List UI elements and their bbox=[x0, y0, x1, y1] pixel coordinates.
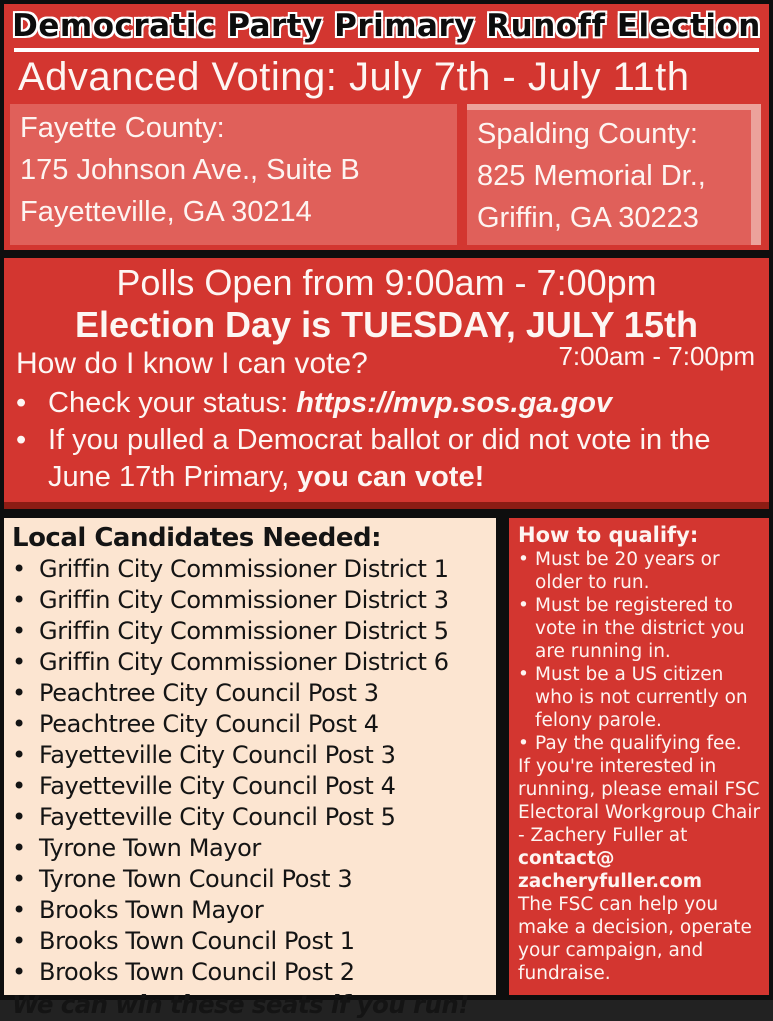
list-item bbox=[16, 385, 759, 422]
list-item bbox=[518, 732, 761, 755]
list-item-label: Peachtree City Council Post 3 bbox=[39, 679, 379, 708]
candidates-column bbox=[4, 518, 496, 1020]
bullet-icon: • bbox=[518, 595, 529, 617]
list-item-label: Brooks Town Council Post 2 bbox=[39, 958, 355, 987]
list-item bbox=[12, 740, 492, 771]
list-item bbox=[16, 422, 759, 496]
list-item bbox=[518, 548, 761, 594]
bullet-icon: • bbox=[16, 424, 27, 457]
list-item-label: Brooks Town Mayor bbox=[39, 896, 264, 925]
list-item-label: Must be 20 years or older to run. bbox=[535, 549, 720, 594]
text-segment: you can vote! bbox=[297, 461, 485, 494]
text-segment: zacheryfuller.com bbox=[518, 871, 703, 893]
polls-open-line: Polls Open from 9:00am - 7:00pm bbox=[116, 262, 657, 304]
flyer-header bbox=[4, 4, 769, 44]
qualify-contact-paragraph bbox=[518, 755, 761, 893]
list-item-label bbox=[48, 422, 759, 496]
text-segment: Check your status: bbox=[48, 387, 297, 420]
text-segment: contact@ bbox=[518, 848, 615, 870]
bullet-icon: • bbox=[12, 741, 26, 770]
bullet-icon: • bbox=[12, 772, 26, 801]
bullet-icon: • bbox=[518, 549, 529, 571]
list-item-label: Griffin City Commissioner District 3 bbox=[39, 586, 449, 615]
bullet-icon: • bbox=[12, 896, 26, 925]
list-item-label: Fayetteville City Council Post 5 bbox=[39, 803, 396, 832]
voting-locations bbox=[4, 102, 769, 247]
list-item bbox=[12, 957, 492, 988]
text-segment: If you pulled a Democrat ballot or did not vote in the June 17th Primary, bbox=[48, 424, 711, 494]
list-item bbox=[12, 678, 492, 709]
list-item-label: Must be a US citizen who is not currently on felony parole. bbox=[535, 664, 748, 732]
election-day-line: Election Day is TUESDAY, JULY 15th bbox=[75, 304, 698, 346]
list-item bbox=[12, 709, 492, 740]
list-item bbox=[12, 647, 492, 678]
candidates-heading: Local Candidates Needed: bbox=[12, 523, 382, 554]
bullet-icon: • bbox=[12, 617, 26, 646]
fayette-county-box bbox=[10, 104, 457, 245]
bottom-columns bbox=[4, 518, 769, 1020]
list-item bbox=[12, 895, 492, 926]
column-divider bbox=[496, 518, 509, 995]
text-segment: If you're interested in running, please email FSC Electoral Workgroup Chair - Zachery Fuller at bbox=[518, 756, 761, 847]
list-item bbox=[12, 864, 492, 895]
fayette-address-line2: Fayetteville, GA 30214 bbox=[20, 195, 312, 228]
list-item-label: Peachtree City Council Post 4 bbox=[39, 710, 379, 739]
fayette-address-line1: 175 Johnson Ave., Suite B bbox=[20, 153, 360, 186]
list-item bbox=[12, 585, 492, 616]
flyer-title: Democratic Party Primary Runoff Election bbox=[12, 8, 761, 44]
spalding-county-name: Spalding County: bbox=[477, 117, 698, 150]
list-item-label: Griffin City Commissioner District 6 bbox=[39, 648, 449, 677]
list-item-label bbox=[48, 385, 759, 422]
qualify-help-text: The FSC can help you make a decision, operate your campaign, and fundraise. bbox=[518, 894, 752, 985]
spalding-address-line2: Griffin, GA 30223 bbox=[477, 201, 699, 234]
section-divider-bottom bbox=[4, 509, 769, 518]
candidates-footer: We can win these seats if you run! bbox=[12, 990, 469, 1020]
list-item-label: Pay the qualifying fee. bbox=[535, 733, 742, 755]
bullet-icon: • bbox=[12, 648, 26, 677]
bullet-icon: • bbox=[12, 710, 26, 739]
text-segment: https://mvp.sos.ga.gov bbox=[296, 387, 613, 420]
list-item-label: Griffin City Commissioner District 1 bbox=[39, 555, 449, 584]
list-item-label: Tyrone Town Mayor bbox=[39, 834, 261, 863]
bullet-icon: • bbox=[12, 586, 26, 615]
candidates-list bbox=[12, 554, 492, 988]
list-item-label: Fayetteville City Council Post 4 bbox=[39, 772, 396, 801]
list-item bbox=[12, 554, 492, 585]
list-item-label: Griffin City Commissioner District 5 bbox=[39, 617, 449, 646]
spalding-address-line1: 825 Memorial Dr., bbox=[477, 159, 706, 192]
maroon-accent-strip bbox=[4, 502, 769, 509]
qualify-bullet-list bbox=[518, 548, 761, 755]
list-item-label: Must be registered to vote in the district you are running in. bbox=[535, 595, 745, 663]
election-day-hours: 7:00am - 7:00pm bbox=[558, 341, 755, 372]
bullet-icon: • bbox=[12, 927, 26, 956]
bullet-icon: • bbox=[518, 664, 529, 686]
vote-question: How do I know I can vote? bbox=[16, 347, 368, 381]
vote-question-row bbox=[4, 341, 769, 383]
fayette-county-name: Fayette County: bbox=[20, 111, 225, 144]
list-item bbox=[518, 663, 761, 732]
election-info-section bbox=[4, 258, 769, 496]
spalding-county-box bbox=[467, 104, 761, 245]
qualify-column bbox=[509, 518, 769, 995]
bullet-icon: • bbox=[12, 958, 26, 987]
list-item-label: Brooks Town Council Post 1 bbox=[39, 927, 355, 956]
list-item-label: Tyrone Town Council Post 3 bbox=[39, 865, 353, 894]
vote-bullet-list bbox=[4, 383, 769, 496]
advanced-voting-line: Advanced Voting: July 7th - July 11th bbox=[18, 54, 690, 99]
bullet-icon: • bbox=[12, 679, 26, 708]
list-item bbox=[518, 594, 761, 663]
list-item-label: Fayetteville City Council Post 3 bbox=[39, 741, 396, 770]
qualify-heading: How to qualify: bbox=[518, 523, 699, 548]
bullet-icon: • bbox=[16, 387, 27, 420]
bullet-icon: • bbox=[518, 733, 529, 755]
list-item bbox=[12, 771, 492, 802]
section-divider-top bbox=[4, 250, 769, 259]
bullet-icon: • bbox=[12, 803, 26, 832]
list-item bbox=[12, 802, 492, 833]
bullet-icon: • bbox=[12, 865, 26, 894]
list-item bbox=[12, 833, 492, 864]
list-item bbox=[12, 616, 492, 647]
bullet-icon: • bbox=[12, 834, 26, 863]
list-item bbox=[12, 926, 492, 957]
bullet-icon: • bbox=[12, 555, 26, 584]
